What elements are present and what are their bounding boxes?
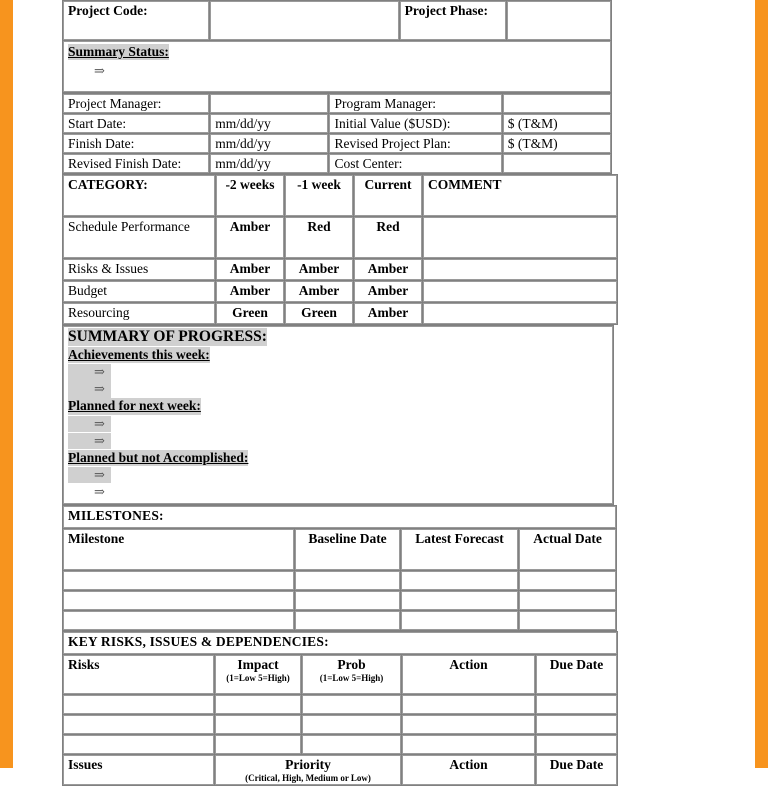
prob-header-label: Prob (337, 657, 366, 673)
risk-due-date-header: Due Date (536, 655, 617, 694)
minus-1-week-header: -1 week (285, 175, 353, 216)
impact-header-note: (1=Low 5=High) (226, 672, 290, 683)
detail-row (63, 134, 611, 153)
milestone-header: Milestone (63, 529, 294, 570)
table-row (63, 735, 617, 754)
prob-header-note: (1=Low 5=High) (319, 672, 384, 683)
category-header: CATEGORY: (63, 175, 215, 216)
project-code-label: Project Code: (63, 1, 209, 40)
rag-row-resourcing (63, 303, 617, 324)
cost-center-value[interactable] (503, 154, 611, 173)
comment-schedule-performance[interactable] (423, 217, 617, 258)
rag-cell-resourcing-current[interactable]: Amber (354, 303, 422, 324)
impact-header-label: Impact (237, 657, 279, 673)
rag-row-budget (63, 281, 617, 302)
risk-impact-cell[interactable] (215, 735, 301, 754)
prob-header (302, 655, 401, 694)
risk-action-cell[interactable] (402, 715, 535, 734)
issue-due-date-header: Due Date (536, 755, 617, 785)
rag-cell-resourcing-minus1[interactable]: Green (285, 303, 353, 324)
summary-of-progress-row (63, 326, 613, 504)
rag-cell-risks-minus1[interactable]: Amber (285, 259, 353, 280)
comment-budget[interactable] (423, 281, 617, 302)
risk-cell[interactable] (63, 695, 214, 714)
planned-not-accomplished-bullet-icon[interactable]: ⇒ (68, 467, 111, 483)
planned-not-accomplished-bullet-icon[interactable]: ⇒ (94, 483, 105, 499)
milestones-title: MILESTONES: (63, 506, 616, 528)
category-label-budget: Budget (63, 281, 215, 302)
milestone-actual-cell[interactable] (519, 611, 616, 630)
issues-header: Issues (63, 755, 214, 785)
rag-cell-budget-minus1[interactable]: Amber (285, 281, 353, 302)
finish-date-value[interactable]: mm/dd/yy (210, 134, 328, 153)
summary-of-progress-body[interactable] (63, 326, 613, 504)
cost-center-label: Cost Center: (329, 154, 501, 173)
milestone-forecast-cell[interactable] (401, 571, 518, 590)
milestones-table (62, 505, 617, 631)
summary-of-progress-table (62, 325, 614, 505)
milestones-section-header-row (63, 506, 616, 528)
summary-status-label: Summary Status: (68, 44, 169, 59)
risks-header-row (63, 655, 617, 694)
milestone-baseline-cell[interactable] (295, 591, 400, 610)
project-details-table (62, 93, 612, 174)
rag-cell-budget-current[interactable]: Amber (354, 281, 422, 302)
category-label-risks-issues: Risks & Issues (63, 259, 215, 280)
project-phase-value[interactable] (507, 1, 611, 40)
risks-header: Risks (63, 655, 214, 694)
report-sheet (62, 0, 612, 786)
latest-forecast-header: Latest Forecast (401, 529, 518, 570)
actual-date-header: Actual Date (519, 529, 616, 570)
rag-row-risks-issues (63, 259, 617, 280)
risk-prob-cell[interactable] (302, 735, 401, 754)
revised-finish-date-label: Revised Finish Date: (63, 154, 209, 173)
key-risks-title: KEY RISKS, ISSUES & DEPENDENCIES: (63, 632, 617, 654)
achievements-bullet-icon[interactable]: ⇒ (68, 364, 111, 380)
risk-due-cell[interactable] (536, 735, 617, 754)
start-date-label: Start Date: (63, 114, 209, 133)
rag-cell-risks-current[interactable]: Amber (354, 259, 422, 280)
comment-header: COMMENT (423, 175, 617, 216)
priority-header (215, 755, 401, 785)
risk-due-cell[interactable] (536, 715, 617, 734)
table-row (63, 611, 616, 630)
planned-next-week-bullet-icon[interactable]: ⇒ (68, 416, 111, 432)
rag-category-table (62, 174, 618, 325)
program-manager-value[interactable] (503, 94, 611, 113)
risk-prob-cell[interactable] (302, 695, 401, 714)
rag-row-schedule-performance (63, 217, 617, 258)
rag-cell-budget-minus2[interactable]: Amber (216, 281, 284, 302)
project-manager-value[interactable] (210, 94, 328, 113)
baseline-date-header: Baseline Date (295, 529, 400, 570)
finish-date-label: Finish Date: (63, 134, 209, 153)
current-week-header: Current (354, 175, 422, 216)
summary-status-bullet-icon: ⇒ (94, 63, 105, 79)
risk-action-header: Action (402, 655, 535, 694)
comment-risks-issues[interactable] (423, 259, 617, 280)
right-accent-bar (755, 0, 768, 768)
comment-resourcing[interactable] (423, 303, 617, 324)
risk-impact-cell[interactable] (215, 715, 301, 734)
project-phase-label: Project Phase: (400, 1, 506, 40)
risk-cell[interactable] (63, 715, 214, 734)
milestone-baseline-cell[interactable] (295, 611, 400, 630)
initial-value-label: Initial Value ($USD): (329, 114, 501, 133)
planned-next-week-bullet-icon[interactable]: ⇒ (68, 433, 111, 449)
start-date-value[interactable]: mm/dd/yy (210, 114, 328, 133)
milestone-actual-cell[interactable] (519, 571, 616, 590)
rag-header-row (63, 175, 617, 216)
milestone-name-cell[interactable] (63, 611, 294, 630)
table-row (63, 571, 616, 590)
achievements-bullet-icon[interactable]: ⇒ (68, 381, 111, 397)
milestone-name-cell[interactable] (63, 571, 294, 590)
summary-of-progress-title: SUMMARY OF PROGRESS: (68, 328, 267, 346)
table-row (63, 591, 616, 610)
project-header-row (63, 1, 611, 40)
risk-action-cell[interactable] (402, 735, 535, 754)
achievements-heading: Achievements this week: (68, 347, 210, 363)
minus-2-weeks-header: -2 weeks (216, 175, 284, 216)
issue-action-header: Action (402, 755, 535, 785)
risk-action-cell[interactable] (402, 695, 535, 714)
detail-row (63, 114, 611, 133)
revised-project-plan-value[interactable]: $ (T&M) (503, 134, 611, 153)
rag-cell-resourcing-minus2[interactable]: Green (216, 303, 284, 324)
initial-value-value[interactable]: $ (T&M) (503, 114, 611, 133)
program-manager-label: Program Manager: (329, 94, 501, 113)
milestone-actual-cell[interactable] (519, 591, 616, 610)
table-row (63, 695, 617, 714)
summary-status-row (63, 41, 611, 92)
risk-impact-cell[interactable] (215, 695, 301, 714)
rag-cell-schedule-minus2[interactable]: Amber (216, 217, 284, 258)
detail-row (63, 154, 611, 173)
detail-row (63, 94, 611, 113)
priority-header-label: Priority (285, 757, 331, 773)
issues-header-row (63, 755, 617, 785)
project-header-table (62, 0, 612, 93)
summary-status-cell[interactable] (63, 41, 611, 92)
left-accent-bar (0, 0, 13, 768)
risk-prob-cell[interactable] (302, 715, 401, 734)
category-label-resourcing: Resourcing (63, 303, 215, 324)
risk-due-cell[interactable] (536, 695, 617, 714)
project-manager-label: Project Manager: (63, 94, 209, 113)
risk-cell[interactable] (63, 735, 214, 754)
rag-cell-schedule-minus1[interactable]: Red (285, 217, 353, 258)
project-code-value[interactable] (210, 1, 398, 40)
category-label-schedule-performance: Schedule Performance (63, 217, 215, 258)
planned-not-accomplished-heading: Planned but not Accomplished: (68, 449, 249, 465)
milestone-name-cell[interactable] (63, 591, 294, 610)
milestone-baseline-cell[interactable] (295, 571, 400, 590)
impact-header (215, 655, 301, 694)
revised-project-plan-label: Revised Project Plan: (329, 134, 501, 153)
key-risks-table (62, 631, 618, 786)
milestone-forecast-cell[interactable] (401, 611, 518, 630)
key-risks-section-header-row (63, 632, 617, 654)
revised-finish-date-value[interactable]: mm/dd/yy (210, 154, 328, 173)
priority-header-note: (Critical, High, Medium or Low) (245, 772, 371, 783)
rag-cell-risks-minus2[interactable]: Amber (216, 259, 284, 280)
table-row (63, 715, 617, 734)
rag-cell-schedule-current[interactable]: Red (354, 217, 422, 258)
planned-next-week-heading: Planned for next week: (68, 398, 201, 414)
milestones-header-row (63, 529, 616, 570)
milestone-forecast-cell[interactable] (401, 591, 518, 610)
